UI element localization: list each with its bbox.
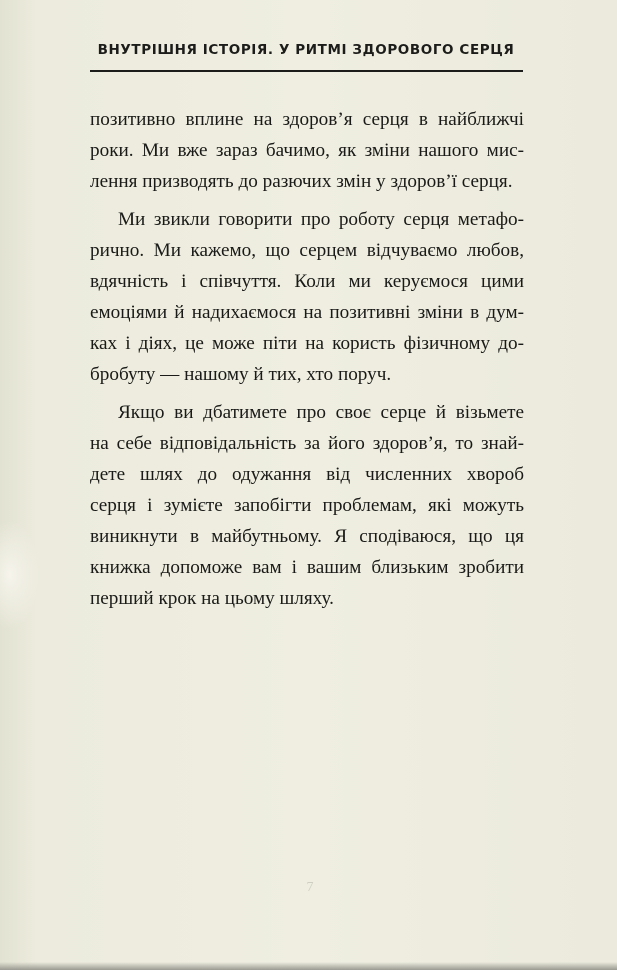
text-line: книжка допоможе вам і вашим близьким зробити bbox=[90, 557, 524, 578]
paragraph-1 bbox=[90, 104, 524, 197]
header-rule bbox=[90, 70, 523, 72]
paper-stain bbox=[0, 520, 40, 630]
text-line: Якщо ви дбатимете про своє серце й візьмете bbox=[118, 402, 524, 423]
text-line: вдячність і співчуття. Коли ми керуємося цими bbox=[90, 271, 524, 292]
text-line: на себе відповідальність за його здоров’я, то знай- bbox=[90, 433, 524, 454]
page-number: 7 bbox=[306, 880, 314, 895]
paragraph-2 bbox=[90, 204, 524, 390]
page-edge-shadow bbox=[0, 962, 617, 970]
body-text bbox=[90, 104, 524, 621]
text-line: роки. Ми вже зараз бачимо, як зміни нашого мис- bbox=[90, 140, 524, 161]
text-line: лення призводять до разючих змін у здоров’ї серця. bbox=[90, 171, 513, 192]
text-line: перший крок на цьому шляху. bbox=[90, 588, 334, 609]
text-line: ках і діях, це може піти на користь фізичному до- bbox=[90, 333, 524, 354]
paragraph-3 bbox=[90, 397, 524, 614]
running-header: ВНУТРІШНЯ ІСТОРІЯ. У РИТМІ ЗДОРОВОГО СЕРЦЯ bbox=[97, 42, 515, 58]
text-line: дете шлях до одужання від численних хвороб bbox=[90, 464, 524, 485]
text-line: позитивно вплине на здоров’я серця в найближчі bbox=[90, 109, 524, 130]
text-line: серця і зумієте запобігти проблемам, які можуть bbox=[90, 495, 524, 516]
text-line: рично. Ми кажемо, що серцем відчуваємо любов, bbox=[90, 240, 524, 261]
text-line: бробуту — нашому й тих, хто поруч. bbox=[90, 364, 392, 385]
text-line: емоціями й надихаємося на позитивні зміни в дум- bbox=[90, 302, 524, 323]
text-line: виникнути в майбутньому. Я сподіваюся, що ця bbox=[90, 526, 524, 547]
text-line: Ми звикли говорити про роботу серця метафо- bbox=[118, 209, 524, 230]
